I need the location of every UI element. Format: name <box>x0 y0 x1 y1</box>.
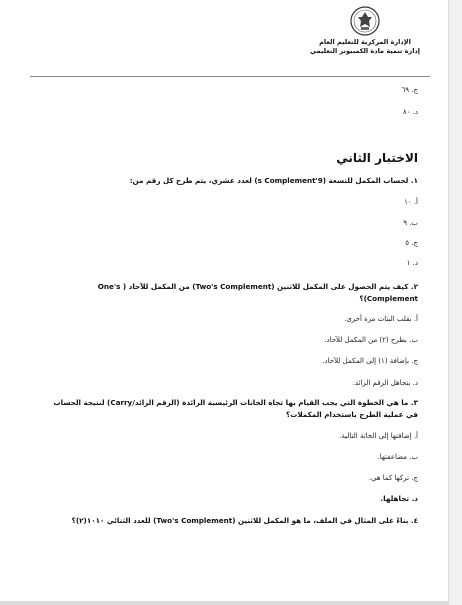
q2-option-a: أ. بقلب البتات مرة أخرى. <box>344 315 418 323</box>
vertical-scrollbar[interactable] <box>448 0 462 605</box>
test-title: الاختبار الثاني <box>336 151 418 165</box>
q2-option-d: د. بتجاهل الرقم الزائد. <box>352 379 418 387</box>
q3-option-c: ج. تركها كما هي. <box>368 474 418 482</box>
prev-option-d: د. ٨٠ <box>402 108 418 116</box>
question-2-line-2: Complement)؟ <box>359 294 418 303</box>
q1-option-b: ب. ٩ <box>403 219 418 227</box>
q2-option-c: ج. بإضافة (١) إلى المكمل للآحاد. <box>322 357 418 365</box>
document-header <box>300 6 430 56</box>
question-1: ١. لحساب المكمل للتسعة (9's Complement) لعدد عشري، يتم طرح كل رقم من: <box>129 176 418 185</box>
header-divider <box>30 76 430 77</box>
header-line-2: إدارة تنمية مادة الكمبيوتر التعليمي <box>309 47 420 55</box>
q3-option-b: ب. مضاعفتها. <box>377 453 418 461</box>
q2-option-b: ب. بطرح (٢) من المكمل للآحاد. <box>324 336 418 344</box>
page-bottom-edge <box>0 601 448 605</box>
question-2-line-1: ٢. كيف يتم الحصول على المكمل للاثنين (Two's Complement) من المكمل للآحاد ( One's <box>97 282 418 291</box>
header-line-1: الإدارة المركزية للتعليم العام <box>319 38 411 46</box>
question-4: ٤. بناءً على المثال في الملف، ما هو المكمل للاثنين (Two's Complement) للعدد الثنائي ١٠١٠(٢)؟ <box>71 516 418 525</box>
q1-option-a: أ. ١٠ <box>404 198 418 206</box>
q3-option-a: أ. إضافتها إلى الخانة التالية. <box>339 432 418 440</box>
q1-option-d: د. ١ <box>406 259 418 267</box>
question-3-line-1: ٣. ما هي الخطوة التي يجب القيام بها تجاه الخانات الرئيسية الرائدة (الرقم الزائد/Carry) لنتيجة الحساب <box>53 398 418 407</box>
question-3-line-2: في عملية الطرح باستخدام المكملات؟ <box>285 410 418 419</box>
q3-option-d: د. تجاهلها. <box>380 494 418 503</box>
ministry-seal-icon <box>350 6 380 36</box>
q1-option-c: ج. ٥ <box>405 239 418 247</box>
prev-option-c: ج. ٦٩ <box>401 86 418 94</box>
